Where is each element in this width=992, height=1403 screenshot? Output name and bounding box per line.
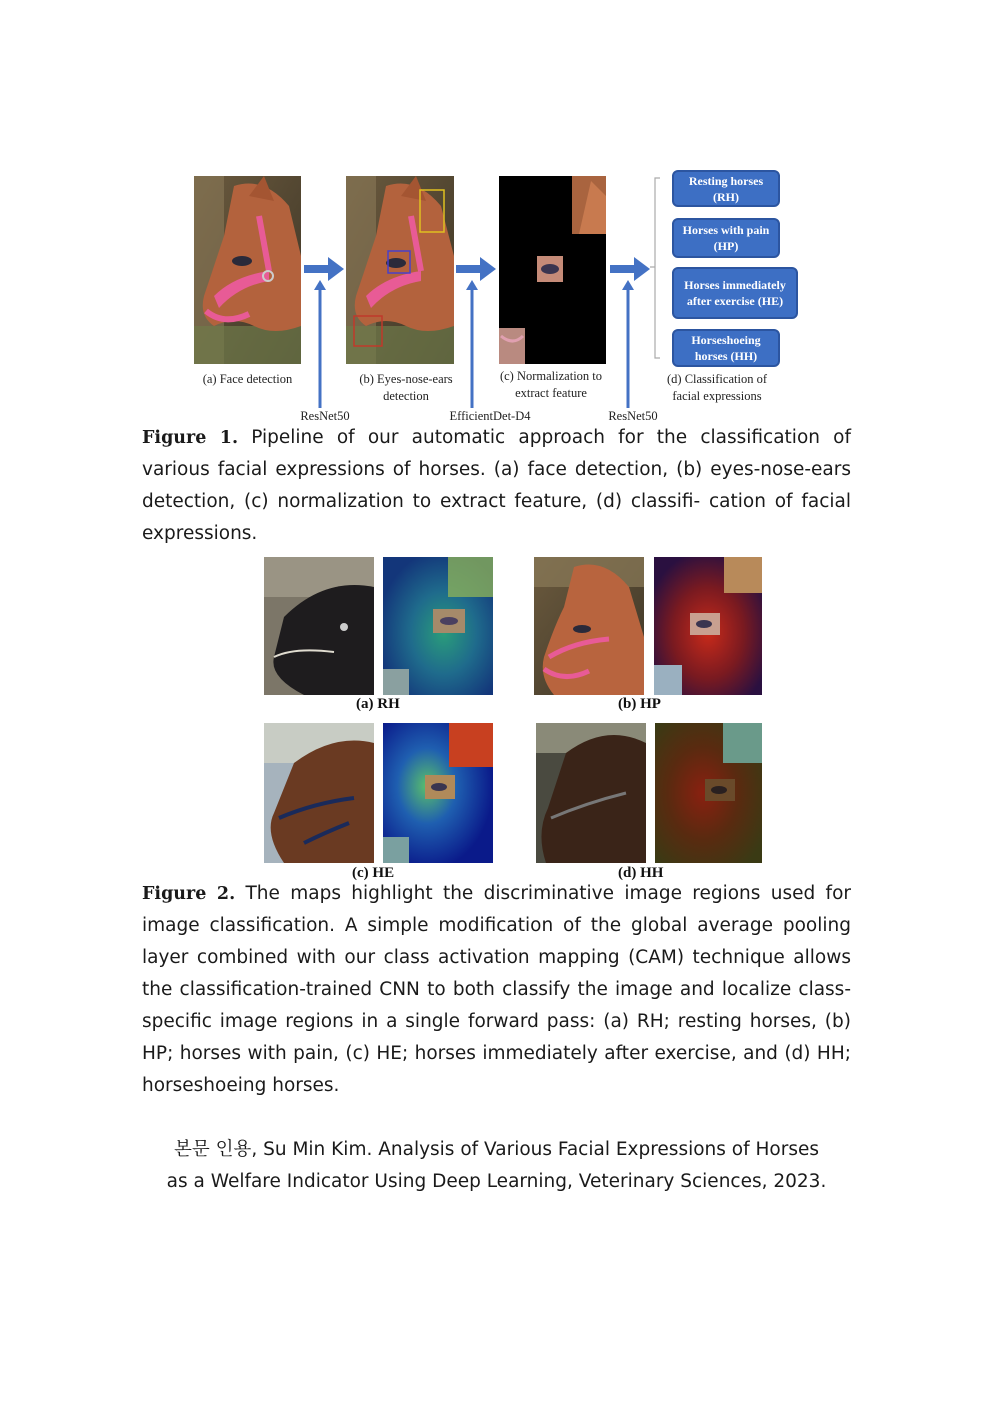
class-box-he: Horses immediately after exercise (HE) xyxy=(672,267,798,319)
panel-label-d: (d) Classification of facial expressions xyxy=(667,372,767,403)
figure-2-caption-label: Figure 2. xyxy=(142,884,236,904)
cam-hp xyxy=(654,557,762,695)
up-arrow-icon xyxy=(622,280,634,408)
figure-1-caption-label: Figure 1. xyxy=(142,428,239,448)
arrow-right-icon xyxy=(456,257,496,281)
panel-label-he: (c) HE xyxy=(352,865,395,881)
arrow-right-icon xyxy=(304,257,344,281)
panel-label-hh: (d) HH xyxy=(618,865,664,881)
figure-1-caption-text: Pipeline of our automatic approach for the classification of various facial expressions of horses. (a) face detection, (b) eyes-nose-ears detection, (c) normalization to extract feature, (d) classifi- cation of facial expressions. xyxy=(142,427,852,544)
figure-1 xyxy=(190,165,810,425)
photo-rh xyxy=(264,557,374,695)
up-arrow-icon xyxy=(466,280,478,408)
photo-hp xyxy=(534,557,644,695)
photo-hh xyxy=(536,723,646,863)
model-label-resnet50-2: ResNet50 xyxy=(608,409,658,423)
panel-label-hp: (b) HP xyxy=(618,696,661,712)
arrow-right-icon xyxy=(610,257,650,281)
figure-1-caption xyxy=(142,422,851,550)
photo-normalization xyxy=(499,176,606,364)
class-box-rh: Resting horses (RH) xyxy=(672,170,780,207)
photo-eyes-nose-ears xyxy=(346,176,454,364)
photo-he xyxy=(264,723,374,863)
class-box-hp: Horses with pain (HP) xyxy=(672,218,780,258)
model-label-resnet50-1: ResNet50 xyxy=(300,409,350,423)
panel-label-rh: (a) RH xyxy=(356,696,400,712)
citation: 본문 인용, Su Min Kim. Analysis of Various Facial Expressions of Horses as a Welfare Indicator Using Deep Learning, Veterinary Sciences, 2023. xyxy=(166,1139,827,1192)
photo-face-detection xyxy=(194,176,301,364)
panel-label-b: (b) Eyes-nose-ears detection xyxy=(359,372,453,403)
model-label-efficientdet: EfficientDet-D4 xyxy=(449,409,531,423)
cam-rh xyxy=(383,557,493,695)
class-box-hh: Horseshoeing horses (HH) xyxy=(672,329,780,367)
panel-label-c: (c) Normalization to extract feature xyxy=(499,369,603,400)
cam-he xyxy=(383,723,493,863)
figure-2 xyxy=(262,555,764,887)
up-arrow-icon xyxy=(314,280,326,408)
figure-2-caption xyxy=(142,878,851,1102)
panel-label-a: (a) Face detection xyxy=(202,372,293,386)
figure-2-caption-text: The maps highlight the discriminative image regions used for image classification. A simple modification of the global average pooling layer combined with our class activation mapping (CAM) technique allows the classification-trained CNN to both classify the image and localize class-specific image regions in a single forward pass: (a) RH; resting horses, (b) HP; horses with pain, (c) HE; horses immediately after exercise, and (d) HH; horseshoeing horses. xyxy=(142,883,851,1096)
cam-hh xyxy=(655,723,762,863)
bracket-icon xyxy=(650,177,662,359)
